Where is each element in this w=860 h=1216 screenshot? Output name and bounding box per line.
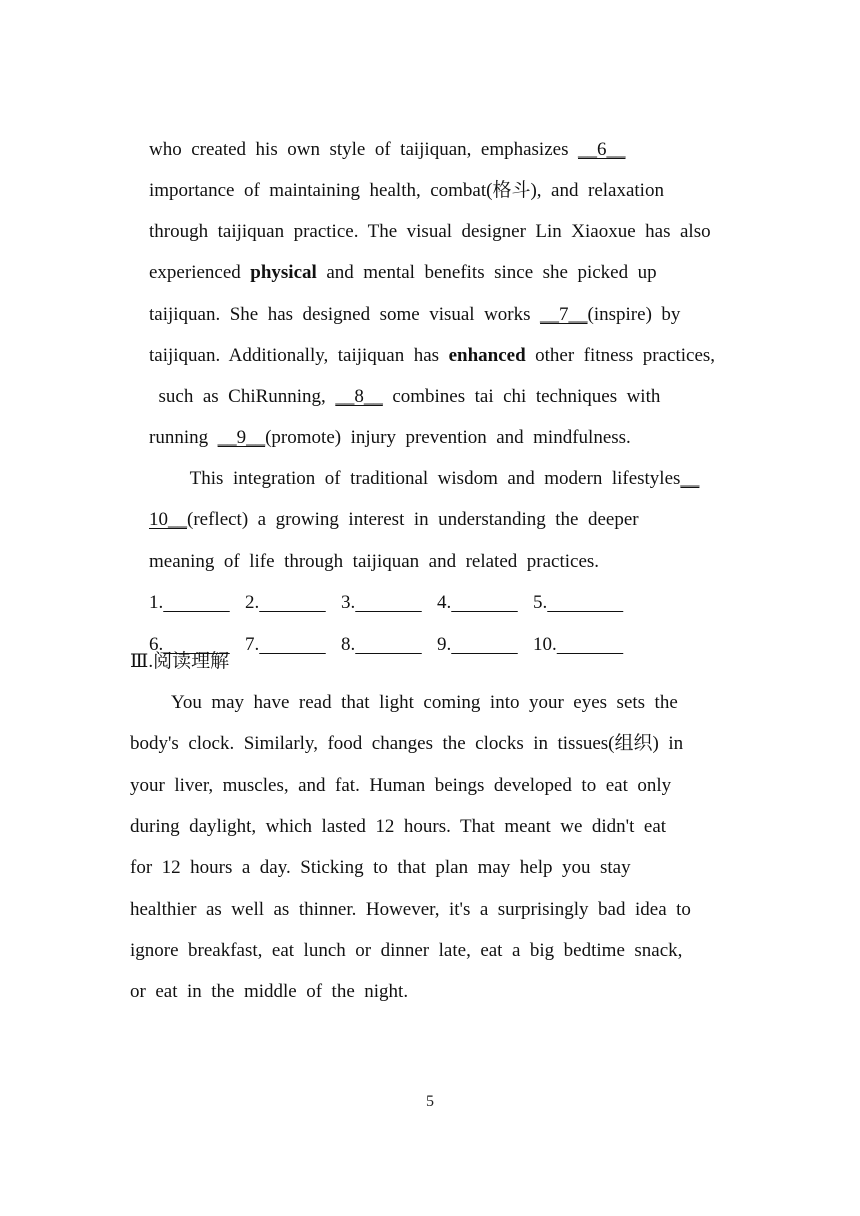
- passage-text: importance of maintaining health, combat(格斗), and relaxation: [149, 180, 664, 201]
- reading-line: your liver, muscles, and fat. Human beings developed to eat only: [130, 775, 672, 796]
- passage-text: taijiquan. She has designed some visual works: [149, 304, 541, 325]
- passage-text: meaning of life through taijiquan and related practices.: [149, 551, 600, 572]
- answer-number: 9.: [437, 634, 452, 655]
- reading-line: for 12 hours a day. Sticking to that plan may help you stay: [130, 857, 631, 878]
- answer-row-2: [226, 609, 326, 681]
- passage-text: taijiquan. Additionally, taijiquan has: [149, 345, 449, 366]
- passage-text: combines tai chi techniques with: [382, 386, 661, 407]
- passage-text: (reflect) a growing interest in understanding the deeper: [187, 509, 639, 530]
- answer-number: 10.: [533, 634, 557, 655]
- answer-line[interactable]: [451, 634, 518, 655]
- passage-text: (inspire) by: [587, 304, 681, 325]
- answer-blank-7: __7__: [540, 304, 588, 325]
- answer-number: 4.: [437, 592, 452, 613]
- answer-line[interactable]: [557, 634, 624, 655]
- answer-line[interactable]: [259, 634, 326, 655]
- answer-blank-10-start: __: [680, 468, 700, 489]
- passage-text: This integration of traditional wisdom and modern lifestyles: [189, 468, 681, 489]
- reading-line: or eat in the middle of the night.: [130, 981, 409, 1002]
- passage-text: (promote) injury prevention and mindfulness.: [265, 427, 631, 448]
- section-heading: Ⅲ.阅读理解: [130, 651, 230, 672]
- answer-number: 7.: [245, 634, 260, 655]
- reading-line: during daylight, which lasted 12 hours. That meant we didn't eat: [130, 816, 667, 837]
- passage-text: such as ChiRunning,: [149, 386, 336, 407]
- passage-text: other fitness practices,: [525, 345, 716, 366]
- bold-word-physical: physical: [250, 262, 317, 283]
- answer-number: 3.: [341, 592, 356, 613]
- passage-text: through taijiquan practice. The visual designer Lin Xiaoxue has also: [149, 221, 711, 242]
- answer-number: 6.: [149, 634, 164, 655]
- answer-blank-6: __6__: [577, 139, 626, 160]
- passage-text: who created his own style of taijiquan, emphasizes: [149, 139, 578, 160]
- page-number: 5: [426, 1093, 434, 1110]
- answer-row-2: [514, 609, 623, 681]
- passage-text: running: [149, 427, 218, 448]
- answer-line[interactable]: [355, 634, 422, 655]
- answer-blank-8: __8__: [335, 386, 383, 407]
- answer-number: 1.: [149, 592, 164, 613]
- reading-line: body's clock. Similarly, food changes the clocks in tissues(组织) in: [130, 733, 684, 754]
- bold-word-enhanced: enhanced: [448, 345, 526, 366]
- reading-line: You may have read that light coming into your eyes sets the: [171, 692, 678, 713]
- reading-line: ignore breakfast, eat lunch or dinner late, eat a big bedtime snack,: [130, 940, 683, 961]
- answer-row-2: [418, 609, 518, 681]
- answer-blank-9: __9__: [217, 427, 266, 448]
- answer-blank-10: 10__: [149, 509, 187, 530]
- reading-line: healthier as well as thinner. However, it's a surprisingly bad idea to: [130, 899, 691, 920]
- answer-row-2: [322, 609, 422, 681]
- answer-number: 2.: [245, 592, 260, 613]
- passage-text: and mental benefits since she picked up: [316, 262, 657, 283]
- answer-number: 5.: [533, 592, 548, 613]
- passage-text: experienced: [149, 262, 251, 283]
- answer-number: 8.: [341, 634, 356, 655]
